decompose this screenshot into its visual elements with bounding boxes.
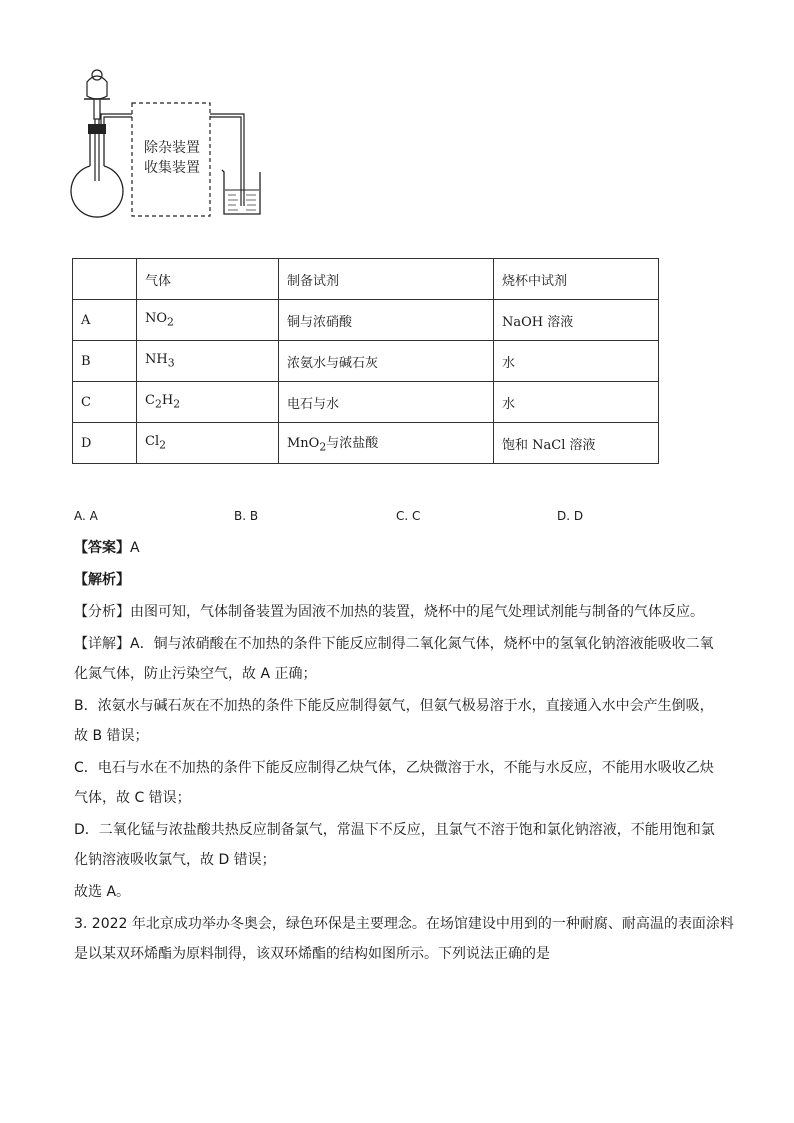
gas-cell: $NH_3$ bbox=[137, 341, 279, 382]
option-a: A. A bbox=[74, 509, 98, 523]
fenxi-text: 由图可知，气体制备装置为固液不加热的装置，烧杯中的尾气处理试剂能与制备的气体反应。 bbox=[130, 604, 704, 620]
reagent-cell: 电石与水 bbox=[279, 382, 494, 423]
reagent-cell: 铜与浓硝酸 bbox=[279, 300, 494, 341]
option-cell: A bbox=[73, 300, 137, 341]
conclusion-line: 故选 A。 bbox=[74, 884, 131, 900]
option-d: D. D bbox=[557, 509, 584, 523]
explanation-line: A．铜与浓硝酸在不加热的条件下能反应制得二氧化氮气体，烧杯中的氢氧化钠溶液能吸收二氧 bbox=[130, 636, 714, 652]
reagent-table bbox=[72, 258, 659, 464]
answer-options bbox=[0, 509, 794, 527]
header-cell: 气体 bbox=[137, 259, 279, 300]
question-3-line-1: 3. 2022 年北京成功举办冬奥会，绿色环保是主要理念。在场馆建设中用到的一种耐腐、耐高温的表面涂料 bbox=[74, 916, 734, 932]
gas-cell: $Cl_2$ bbox=[137, 423, 279, 464]
table-row bbox=[73, 300, 659, 341]
answer-value: A bbox=[130, 540, 140, 556]
xiangjie-tag: 【详解】 bbox=[74, 636, 130, 652]
option-cell: B bbox=[73, 341, 137, 382]
beaker-cell: 水 bbox=[494, 341, 659, 382]
gas-cell: $NO_2$ bbox=[137, 300, 279, 341]
label-line-1: 除杂装置 bbox=[144, 140, 200, 156]
header-cell bbox=[73, 259, 137, 300]
option-cell: D bbox=[73, 423, 137, 464]
explanation-line: 气体，故 C 错误； bbox=[74, 790, 191, 806]
explanation-line: 故 B 错误； bbox=[74, 728, 149, 744]
apparatus-box-label bbox=[132, 138, 212, 178]
explanation-line: D．二氧化锰与浓盐酸共热反应制备氯气，常温下不反应，且氯气不溶于饱和氯化钠溶液，不能用饱和氯 bbox=[74, 822, 715, 838]
fenxi-tag: 【分析】 bbox=[74, 604, 130, 620]
explanation-line: B．浓氨水与碱石灰在不加热的条件下能反应制得氨气，但氨气极易溶于水，直接通入水中会产生倒吸， bbox=[74, 698, 714, 714]
xiangjie-line bbox=[74, 634, 724, 654]
option-c: C. C bbox=[396, 509, 421, 523]
header-cell: 制备试剂 bbox=[279, 259, 494, 300]
table-header-row bbox=[73, 259, 659, 300]
beaker-cell: 饱和 NaCl 溶液 bbox=[494, 423, 659, 464]
explanation-line: 化氮气体，防止污染空气，故 A 正确； bbox=[74, 666, 317, 682]
header-cell: 烧杯中试剂 bbox=[494, 259, 659, 300]
option-b: B. B bbox=[234, 509, 259, 523]
answer-tag: 【答案】 bbox=[74, 540, 130, 556]
table-row bbox=[73, 382, 659, 423]
table-row bbox=[73, 341, 659, 382]
beaker-cell: 水 bbox=[494, 382, 659, 423]
option-cell: C bbox=[73, 382, 137, 423]
answer-line bbox=[74, 538, 724, 558]
fenxi-line bbox=[74, 602, 724, 622]
beaker-cell: NaOH 溶液 bbox=[494, 300, 659, 341]
explanation-line: 化钠溶液吸收氯气，故 D 错误； bbox=[74, 852, 276, 868]
reagent-cell: 浓氨水与碱石灰 bbox=[279, 341, 494, 382]
explanation-line: C．电石与水在不加热的条件下能反应制得乙炔气体，乙炔微溶于水，不能与水反应，不能用水吸收乙炔 bbox=[74, 760, 714, 776]
label-line-2: 收集装置 bbox=[144, 160, 200, 176]
question-3-line-2: 是以某双环烯酯为原料制得，该双环烯酯的结构如图所示。下列说法正确的是 bbox=[74, 946, 550, 962]
table-row bbox=[73, 423, 659, 464]
gas-cell: $C_2H_2$ bbox=[137, 382, 279, 423]
analysis-title: 【解析】 bbox=[74, 572, 130, 588]
reagent-cell: MnO$_2$与浓盐酸 bbox=[279, 423, 494, 464]
